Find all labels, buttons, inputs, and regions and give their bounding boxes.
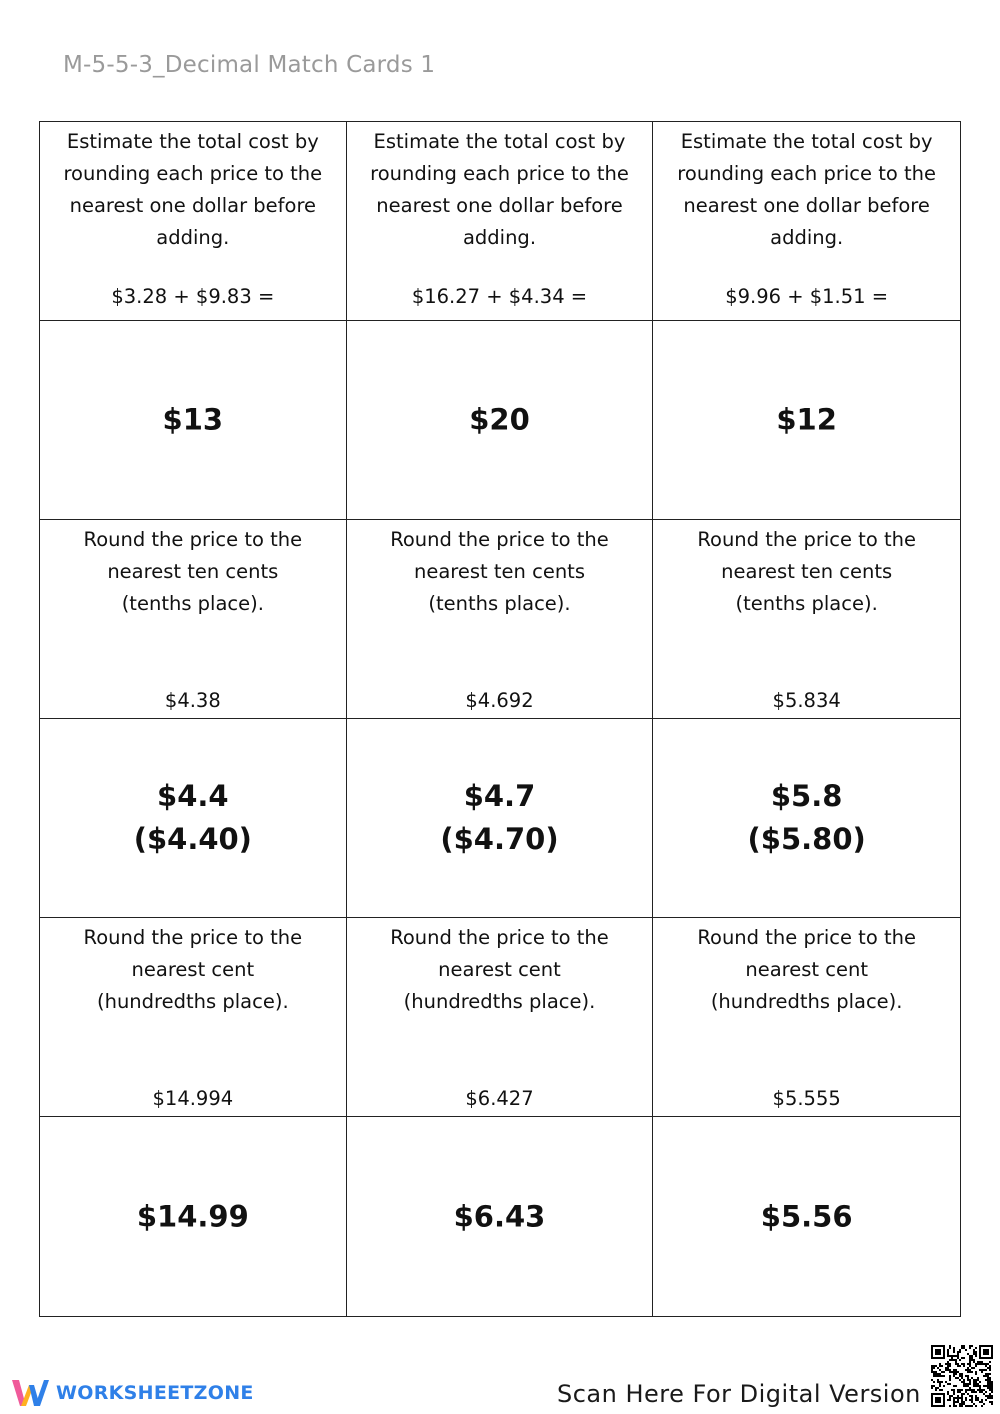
card-expression: $9.96 + $1.51 = bbox=[725, 285, 889, 308]
estimate-card-1 bbox=[40, 122, 347, 321]
card-prompt: Estimate the total cost by rounding each price to the nearest one dollar before adding. bbox=[370, 130, 629, 249]
card-expression: $3.28 + $9.83 = bbox=[111, 285, 275, 308]
card-answer: $4.7 ($4.70) bbox=[440, 779, 559, 856]
tenths-answer-card-3 bbox=[653, 719, 960, 918]
card-answer: $5.8 ($5.80) bbox=[747, 779, 866, 856]
card-price: $6.427 bbox=[465, 1087, 534, 1110]
hundredths-answer-card-3 bbox=[653, 1117, 960, 1316]
card-prompt: Round the price to the nearest cent (hundredths place). bbox=[83, 926, 303, 1013]
card-expression: $16.27 + $4.34 = bbox=[411, 285, 588, 308]
hundredths-card-2 bbox=[347, 918, 654, 1117]
card-prompt: Round the price to the nearest ten cents (tenths place). bbox=[83, 528, 303, 615]
tenths-answer-card-1 bbox=[40, 719, 347, 918]
estimate-card-3 bbox=[653, 122, 960, 321]
card-answer: $4.4 ($4.40) bbox=[133, 779, 252, 856]
document-title: M-5-5-3_Decimal Match Cards 1 bbox=[63, 52, 436, 78]
worksheetzone-logo[interactable] bbox=[10, 1375, 254, 1411]
card-price: $14.994 bbox=[152, 1087, 234, 1110]
card-prompt: Round the price to the nearest cent (hundredths place). bbox=[390, 926, 609, 1013]
scan-label: Scan Here For Digital Version bbox=[557, 1380, 921, 1408]
card-answer: $14.99 bbox=[136, 1199, 249, 1233]
estimate-answer-card-1 bbox=[40, 321, 347, 520]
estimate-answer-card-2 bbox=[347, 321, 654, 520]
tenths-answer-card-2 bbox=[347, 719, 654, 918]
hundredths-card-3 bbox=[653, 918, 960, 1117]
card-prompt: Estimate the total cost by rounding each price to the nearest one dollar before adding. bbox=[63, 130, 323, 249]
card-prompt: Estimate the total cost by rounding each price to the nearest one dollar before adding. bbox=[677, 130, 936, 249]
card-price: $4.38 bbox=[164, 689, 221, 712]
card-answer: $6.43 bbox=[453, 1199, 546, 1233]
card-price: $4.692 bbox=[465, 689, 534, 712]
hundredths-answer-card-2 bbox=[347, 1117, 654, 1316]
card-answer: $13 bbox=[162, 402, 224, 437]
card-prompt: Round the price to the nearest ten cents (tenths place). bbox=[697, 528, 916, 615]
estimate-card-2 bbox=[347, 122, 654, 321]
tenths-card-1 bbox=[40, 520, 347, 719]
match-cards-grid bbox=[39, 121, 961, 1317]
card-price: $5.555 bbox=[772, 1087, 841, 1110]
hundredths-answer-card-1 bbox=[40, 1117, 347, 1316]
card-prompt: Round the price to the nearest cent (hundredths place). bbox=[697, 926, 916, 1013]
estimate-answer-card-3 bbox=[653, 321, 960, 520]
hundredths-card-1 bbox=[40, 918, 347, 1117]
card-price: $5.834 bbox=[772, 689, 841, 712]
brand-name: WORKSHEETZONE bbox=[56, 1382, 254, 1404]
w-logo-icon bbox=[10, 1377, 50, 1409]
card-answer: $20 bbox=[469, 402, 530, 437]
tenths-card-2 bbox=[347, 520, 654, 719]
card-prompt: Round the price to the nearest ten cents (tenths place). bbox=[390, 528, 609, 615]
card-answer: $12 bbox=[776, 402, 837, 437]
tenths-card-3 bbox=[653, 520, 960, 719]
card-answer: $5.56 bbox=[760, 1199, 853, 1233]
qr-code-icon[interactable] bbox=[931, 1345, 993, 1407]
